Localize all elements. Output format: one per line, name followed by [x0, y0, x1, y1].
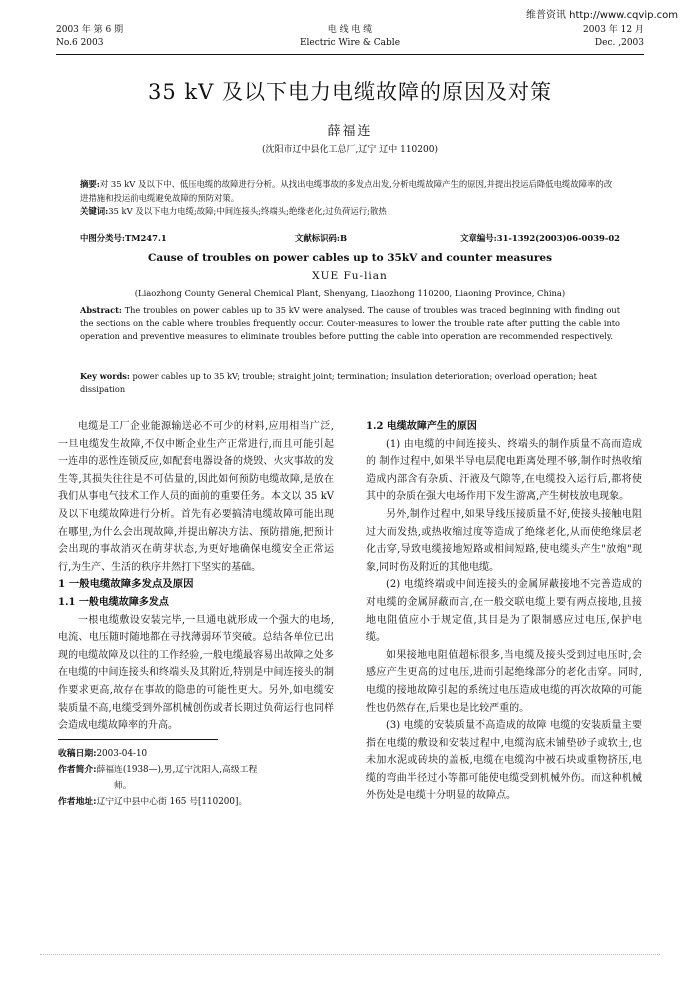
- keywords-cn-label: 关键词:: [80, 206, 109, 216]
- abstract-en-text: The troubles on power cables up to 35 kV were analysed. The cause of troubles was traced beginning with finding out the sections on the cable where troubles frequently occur. Couter-measures to lower the trouble rate after putting the cable into operation and preventive measures to eliminate troubles before putting the cable into operation are recommended respectively.: [80, 305, 620, 341]
- keywords-en-label: Key words:: [80, 371, 130, 381]
- author-name-en: XUE Fu-lian: [312, 270, 388, 282]
- doc-code: 文献标识码:B: [295, 233, 348, 243]
- affiliation-en: (Liaozhong County General Chemical Plant, Shenyang, Liaozhong 110200, Liaoning Province, China): [134, 288, 566, 298]
- header-issue: 2003 年 第 6 期 No.6 2003: [56, 25, 124, 48]
- cause-paragraph-1: (1) 由电缆的中间连接头、终端头的制作质量不高而造成的 制作过程中,如果半导电层爬电距离处理不够,制作时热收缩造成内部含有杂质、汗液及气隙等,在电缆投入运行后,都将使其中的杂质在强大电场作用下发生游离,产生树枝放电现象。: [366, 438, 642, 503]
- cause-paragraph-3: (2) 电缆终端或中间连接头的金属屏蔽接地不完善造成的 对电缆的金属屏蔽而言,在一般交联电缆上要有两点接地,且接地电阻值应小于规定值,其目是为了限制感应过电压,保护电缆。: [366, 579, 642, 644]
- abstract-cn: [80, 178, 620, 219]
- author-name-cn: 薛福连: [327, 124, 373, 139]
- clc-number: 中图分类号:TM247.1: [80, 233, 167, 243]
- section-heading-1-2: 1.2 电缆故障产生的原因: [366, 421, 477, 432]
- abstract-cn-text: 对 35 kV 及以下中、低压电缆的故障进行分析。从找出电缆事故的多发点出发,分析电缆故障产生的原因,并提出投运后降低电缆故障率的改进措施和投运前电缆避免故障的预防对策。: [80, 179, 613, 203]
- keywords-cn: 35 kV 及以下电力电缆;故障;中间连接头;终端头;绝缘老化;过负荷运行;散热: [108, 206, 387, 216]
- cause-paragraph-2: 另外,制作过程中,如果导线压接质量不好,使接头接触电阻过大而发热,或热收缩过度等造成了绝缘老化,从而使绝缘层老化击穿,导致电缆接地短路或相间短路,使电缆头产生"放炮"现象,同时伤及附近的其他电缆。: [366, 508, 642, 573]
- footnote-address: 作者地址:辽宁辽中县中心街 165 号[110200]。: [58, 796, 248, 807]
- affiliation-cn: (沈阳市辽中县化工总厂,辽宁 辽中 110200): [262, 145, 438, 155]
- footnote-rule: [58, 739, 218, 740]
- keywords-en: power cables up to 35 kV; trouble; straight joint; termination; insulation deterioration; overload operation; heat dissipation: [80, 371, 597, 394]
- classification-row: [80, 232, 620, 244]
- body-column-right: [366, 418, 642, 805]
- footnote-author: 作者简介:薛福连(1938—),男,辽宁沈阳人,高级工程: [58, 764, 258, 775]
- watermark: 维普资讯 http://www.cqvip.com: [525, 10, 678, 21]
- footnote-received: 收稿日期:2003-04-10: [58, 748, 148, 759]
- page-bottom-border: [40, 954, 660, 958]
- abstract-en: [80, 304, 620, 343]
- cause-paragraph-5: (3) 电缆的安装质量不高造成的故障 电缆的安装质量主要指在电缆的敷设和安装过程中,电缆沟底未铺垫砂子或软土,也未加水泥或砖块的盖板,电缆在电缆沟中被石块或重物挤压,电缆的弯曲半径过小等都可能使电缆受到机械外伤。而这种机械外伤处是电缆十分明显的故障点。: [366, 720, 642, 802]
- section-1-1-paragraph: 一根电缆敷设安装完毕,一旦通电就形成一个强大的电场,电流、电压随时随地都在寻找薄弱环节突破。总结各单位已出现的电缆故障及以往的工作经验,一般电缆最容易出故障之处多在电缆的中间连接头和终端头及其附近,特别是中间连接头的制作要求更高,故存在事故的隐患的可能性更大。另外,如电缆安装质量不高,电缆受到外部机械创伤或者长期过负荷运行也同样会造成电缆故障率的升高。: [58, 614, 334, 732]
- paper-title-en: Cause of troubles on power cables up to 35kV and counter measures: [147, 252, 553, 264]
- running-header: [56, 24, 644, 52]
- intro-paragraph: 电缆是工厂企业能源输送必不可少的材料,应用相当广泛,一旦电缆发生故障,不仅中断企业生产正常进行,而且可能引起一连串的恶性连锁反应,如配套电器设备的烧毁、火灾事故的发生等,其损失往往是不可估量的,因此如何预防电缆故障,是放在我们从事电气技术工作人员的面前的重要任务。本文以 35 kV 及以下电缆故障进行分析。首先有必要搞清电缆故障可能出现在哪里,为什么会出现故障,并提出解决方法、预防措施,把预计会出现的事故消灭在萌芽状态,为更好地确保电缆安全正常运行,为生产、生活的秩序井然打下坚实的基础。: [58, 421, 334, 573]
- section-heading-1: 1 一般电缆故障多发点及原因: [58, 578, 194, 591]
- body-column-left: [58, 418, 334, 810]
- section-heading-1-1: 1.1 一般电缆故障多发点: [58, 596, 169, 608]
- article-number: 文章编号:31-1392(2003)06-0039-02: [460, 233, 620, 243]
- paper-title-cn: 35 kV 及以下电力电缆故障的原因及对策: [148, 80, 552, 104]
- keywords-en-block: [80, 370, 620, 396]
- header-journal: 电 线 电 缆 Electric Wire & Cable: [299, 25, 401, 48]
- cause-paragraph-4: 如果接地电阻值超标很多,当电缆及接头受到过电压时,会感应产生更高的过电压,进而引起绝缘部分的老化击穿。同时,电缆的接地故障引起的系统过电压造成电缆的再次故障的可能性也仍然存在,后果也是比较严重的。: [366, 649, 642, 714]
- header-date: 2003 年 12 月 Dec. ,2003: [583, 25, 644, 48]
- footnotes: [58, 746, 334, 810]
- header-rule: [56, 54, 644, 55]
- abstract-en-label: Abstract:: [80, 305, 122, 315]
- footnote-author-cont: 师。: [114, 780, 132, 791]
- abstract-cn-label: 摘要:: [80, 179, 100, 189]
